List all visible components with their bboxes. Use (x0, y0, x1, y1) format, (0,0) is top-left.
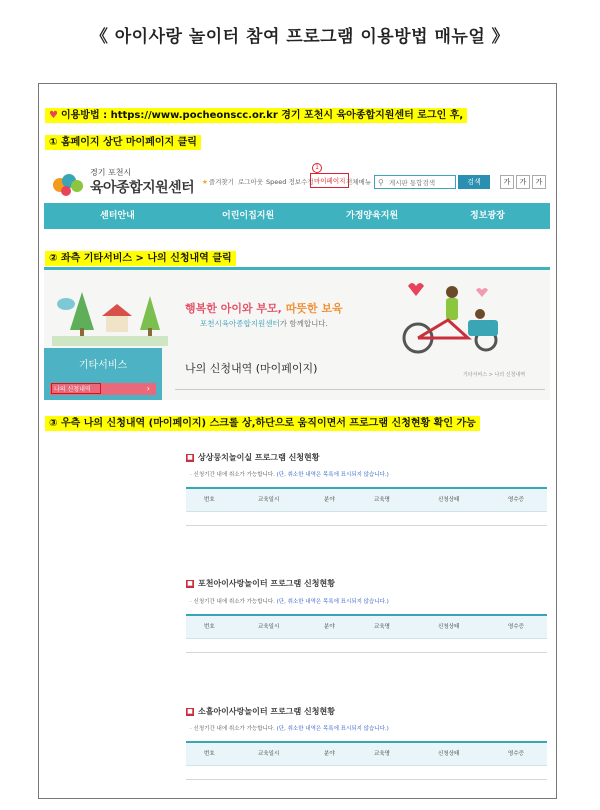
util-edit-profile[interactable]: Speed 정보수정 (266, 178, 314, 186)
program-table (186, 741, 547, 780)
search-icon: ⚲ (378, 178, 384, 187)
col-number: 번호 (204, 751, 215, 757)
section-icon: ■ (187, 453, 193, 461)
homepage-header (44, 163, 550, 203)
nav-home-parenting[interactable]: 가정양육지원 (346, 211, 399, 221)
main-nav (44, 203, 550, 229)
table-row (186, 766, 547, 780)
col-date: 교육일시 (258, 497, 280, 503)
col-receipt: 영수증 (508, 751, 524, 757)
util-all-menu[interactable]: 전체메뉴 (346, 178, 372, 186)
table-header (186, 489, 547, 512)
program-note (190, 470, 389, 478)
program-table (186, 614, 547, 653)
util-favorites[interactable]: ★ 즐겨찾기 (202, 177, 234, 186)
page-heading: 나의 신청내역 (마이페이지) (185, 362, 318, 375)
banner-tagline (185, 300, 343, 316)
nav-center-info[interactable]: 센터안내 (100, 211, 135, 221)
subline-center-name: 포천시육아종합지원센터 (200, 319, 280, 328)
program-title (186, 452, 320, 463)
search-input[interactable] (374, 175, 456, 189)
tagline-part-2: 따뜻한 보육 (285, 302, 343, 315)
col-status: 신청상태 (438, 624, 460, 630)
center-logo-icon (52, 169, 84, 197)
program-title (186, 706, 335, 717)
banner-subline (200, 318, 328, 329)
document-title: 《 아이사랑 놀이터 참여 프로그램 이용방법 매뉴얼 》 (90, 27, 510, 47)
section-icon: ■ (187, 707, 193, 715)
breadcrumb: 기타서비스 > 나의 신청내역 (463, 372, 526, 378)
col-course: 교육명 (374, 751, 390, 757)
heart-icon: ♥ (49, 110, 58, 121)
col-date: 교육일시 (258, 751, 280, 757)
note-text: 신청기간 내에 취소가 가능합니다. (193, 726, 275, 732)
trees-illustration-icon (52, 284, 168, 346)
search-placeholder: 게시판 통합검색 (389, 179, 436, 187)
font-size-small-button[interactable]: 가 (500, 175, 514, 189)
intro-text: 이용방법 : https://www.pocheonscc.or.kr 경기 포천시 육아종합지원센터 로그인 후, (60, 110, 464, 121)
program-note (190, 724, 389, 732)
note-warning: (단, 취소한 내역은 목록에 표시되지 않습니다.) (276, 472, 389, 478)
table-row (186, 512, 547, 526)
mypage-link[interactable]: 마이페이지 (310, 173, 349, 188)
chevron-right-icon: › (146, 384, 150, 393)
note-warning: (단, 취소한 내역은 목록에 표시되지 않습니다.) (276, 726, 389, 732)
col-course: 교육명 (374, 497, 390, 503)
step-1-label: ① 홈페이지 상단 마이페이지 클릭 (45, 135, 201, 150)
nav-info-plaza[interactable]: 정보광장 (470, 211, 505, 221)
logo-title[interactable]: 육아종합지원센터 (90, 180, 195, 196)
step-2-label: ② 좌측 기타서비스 > 나의 신청내역 클릭 (45, 251, 236, 266)
side-menu-item-label[interactable]: 나의 신청내역 (51, 383, 101, 394)
program-title-text: 상상뭉치놀이실 프로그램 신청현황 (198, 453, 320, 462)
col-receipt: 영수증 (508, 497, 524, 503)
col-number: 번호 (204, 624, 215, 630)
program-table (186, 487, 547, 526)
step-3-label: ③ 우측 나의 신청내역 (마이페이지) 스크롤 상,하단으로 움직이면서 프로그램 신청현황 확인 가능 (45, 416, 480, 431)
program-title (186, 578, 335, 589)
side-menu-title: 기타서비스 (78, 360, 128, 371)
col-field: 분야 (324, 624, 335, 630)
subline-text: 가 함께합니다. (279, 319, 328, 328)
logo-subtitle: 경기 포천시 (90, 168, 132, 177)
table-header (186, 743, 547, 766)
note-warning: (단, 취소한 내역은 목록에 표시되지 않습니다.) (276, 599, 389, 605)
heading-divider (175, 389, 545, 390)
col-course: 교육명 (374, 624, 390, 630)
font-size-large-button[interactable]: 가 (532, 175, 546, 189)
table-header (186, 616, 547, 639)
program-note (190, 597, 389, 605)
nav-daycare-support[interactable]: 어린이집지원 (222, 211, 275, 221)
util-logout[interactable]: 로그아웃 (238, 178, 264, 186)
col-number: 번호 (204, 497, 215, 503)
col-status: 신청상태 (438, 497, 460, 503)
table-row (186, 639, 547, 653)
family-bicycle-illustration-icon (388, 276, 508, 358)
note-text: 신청기간 내에 취소가 가능합니다. (193, 599, 275, 605)
col-field: 분야 (324, 497, 335, 503)
section-icon: ■ (187, 579, 193, 587)
font-size-medium-button[interactable]: 가 (516, 175, 530, 189)
col-date: 교육일시 (258, 624, 280, 630)
step-marker-1: 1 (312, 163, 322, 173)
intro-instruction (45, 108, 467, 123)
col-status: 신청상태 (438, 751, 460, 757)
program-title-text: 소흘아이사랑놀이터 프로그램 신청현황 (198, 707, 335, 716)
search-button[interactable]: 검색 (458, 175, 490, 189)
col-field: 분야 (324, 751, 335, 757)
tagline-part-1: 행복한 아이와 부모, (185, 302, 286, 315)
note-text: 신청기간 내에 취소가 가능합니다. (193, 472, 275, 478)
col-receipt: 영수증 (508, 624, 524, 630)
program-title-text: 포천아이사랑놀이터 프로그램 신청현황 (198, 579, 335, 588)
